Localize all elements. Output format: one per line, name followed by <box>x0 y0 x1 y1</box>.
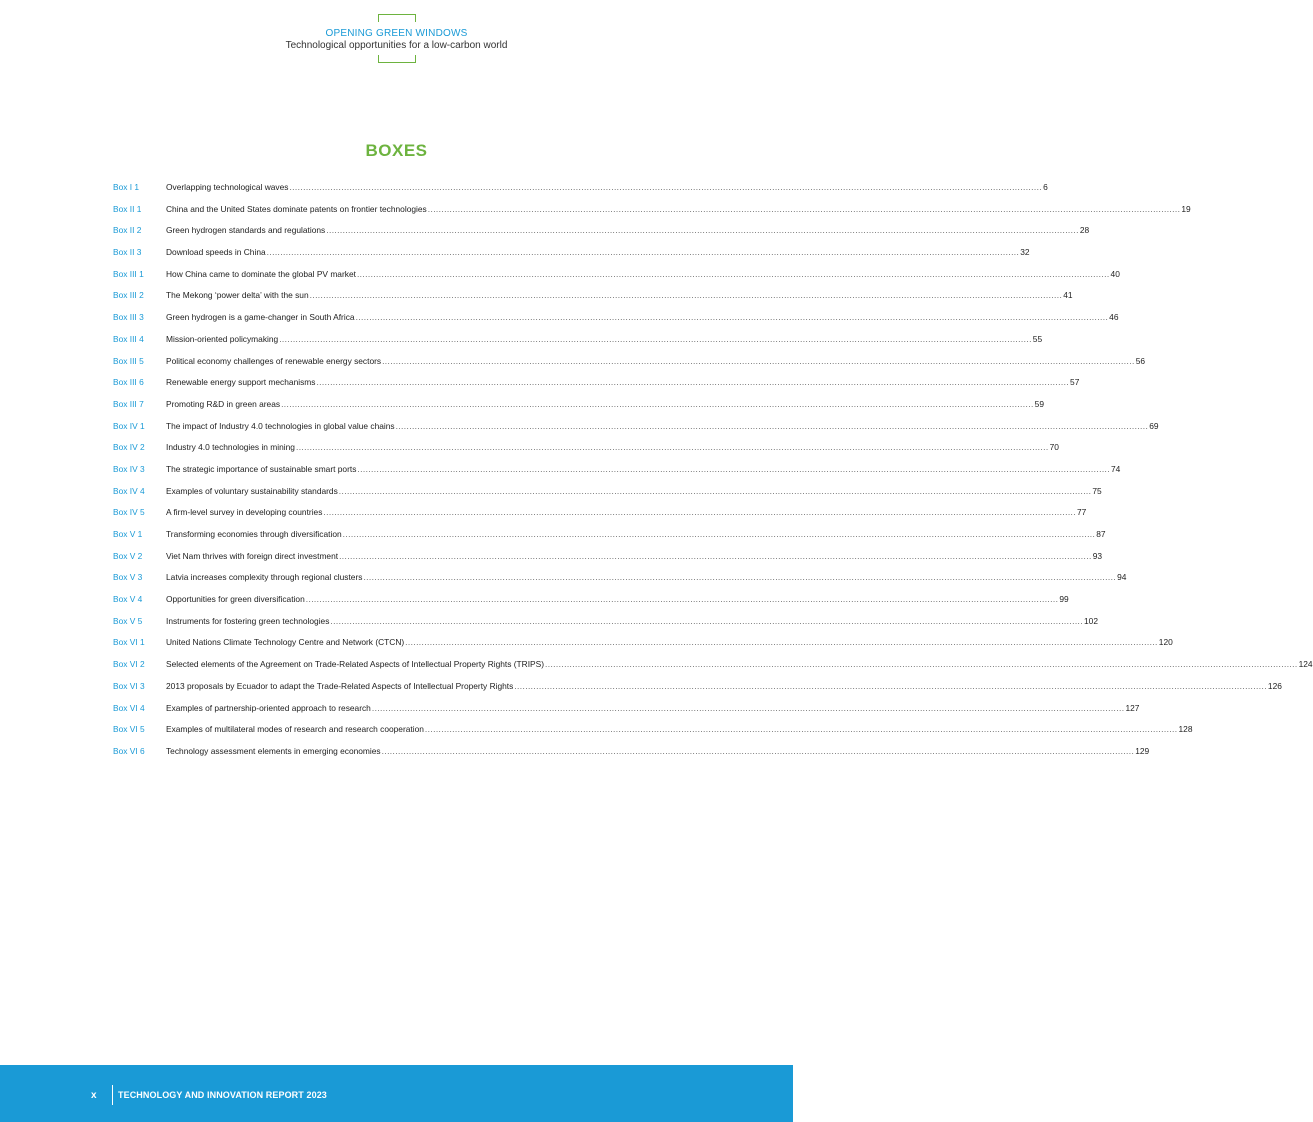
box-label: Box IV 4 <box>113 485 145 496</box>
box-label: Box I 1 <box>113 182 140 192</box>
box-title: Technology assessment elements in emerging economies <box>166 745 381 756</box>
box-label: Box II 3 <box>113 247 142 258</box>
dot-leader <box>339 551 1092 561</box>
box-page-number: 127 <box>1125 702 1140 713</box>
toc-row[interactable] <box>113 550 1103 573</box>
toc-row[interactable] <box>113 659 1313 681</box>
box-page-number: 87 <box>1096 529 1106 539</box>
toc-row[interactable] <box>113 637 1173 659</box>
box-page-number: 69 <box>1149 420 1159 431</box>
box-title: Examples of multilateral modes of research and research cooperation <box>166 724 424 735</box>
toc-row[interactable] <box>113 312 1119 334</box>
box-label: Box II 2 <box>113 225 142 236</box>
boxes-list <box>113 182 1313 768</box>
dot-leader <box>279 334 1032 344</box>
box-label: Box III 4 <box>113 333 144 344</box>
footer-year: 2023 <box>306 1090 327 1100</box>
dot-leader <box>339 486 1092 496</box>
dot-leader <box>428 204 1181 214</box>
header-subtitle: Technological opportunities for a low-carbon world <box>285 40 508 51</box>
dot-leader <box>357 464 1110 474</box>
box-page-number: 56 <box>1135 355 1146 366</box>
box-title: Overlapping technological waves <box>166 182 289 192</box>
box-page-number: 19 <box>1181 203 1191 214</box>
dot-leader <box>296 442 1049 452</box>
box-title: Selected elements of the Agreement on Trade-Related Aspects of Intellectual Property Rights (TRIPS) <box>166 659 544 670</box>
box-page-number: 46 <box>1109 312 1119 323</box>
dot-leader <box>323 507 1076 517</box>
box-title: Industry 4.0 technologies in mining <box>166 442 295 453</box>
box-page-number: 120 <box>1158 637 1173 648</box>
page-footer <box>0 1065 793 1122</box>
box-title: Viet Nam thrives with foreign direct investment <box>166 550 339 561</box>
box-page-number: 57 <box>1070 377 1080 388</box>
footer-report-name: TECHNOLOGY AND INNOVATION REPORT <box>118 1090 304 1100</box>
dot-leader <box>310 290 1063 300</box>
toc-row[interactable] <box>113 442 1059 464</box>
box-title: Green hydrogen standards and regulations <box>166 225 326 236</box>
toc-row[interactable] <box>113 615 1098 638</box>
toc-row[interactable] <box>113 702 1140 725</box>
toc-row[interactable] <box>113 377 1080 399</box>
box-title: How China came to dominate the global PV market <box>166 268 356 279</box>
toc-row[interactable] <box>113 398 1044 421</box>
dot-leader <box>316 377 1069 387</box>
box-page-number: 128 <box>1178 724 1193 735</box>
dot-leader <box>405 637 1158 647</box>
box-title: Promoting R&D in green areas <box>166 398 281 409</box>
dot-leader <box>396 421 1149 431</box>
toc-row[interactable] <box>113 355 1146 378</box>
box-title: Transforming economies through diversification <box>166 529 342 539</box>
toc-row[interactable] <box>113 333 1043 356</box>
box-label: Box VI 5 <box>113 724 145 735</box>
box-label: Box VI 4 <box>113 702 145 713</box>
toc-row[interactable] <box>113 420 1159 443</box>
box-label: Box III 7 <box>113 398 144 409</box>
footer-page-number: x <box>91 1090 97 1101</box>
box-page-number: 102 <box>1084 615 1098 626</box>
running-header <box>0 14 793 63</box>
box-title: The impact of Industry 4.0 technologies in global value chains <box>166 420 395 431</box>
dot-leader <box>425 724 1178 734</box>
box-page-number: 93 <box>1092 550 1103 561</box>
toc-row[interactable] <box>113 290 1073 312</box>
toc-row[interactable] <box>113 463 1121 486</box>
box-title: Instruments for fostering green technologies <box>166 615 330 626</box>
box-title: The strategic importance of sustainable smart ports <box>166 463 357 474</box>
box-page-number: 124 <box>1298 659 1313 670</box>
dot-leader <box>382 356 1135 366</box>
box-title: Political economy challenges of renewable energy sectors <box>166 355 382 366</box>
box-page-number: 40 <box>1110 268 1120 279</box>
toc-row[interactable] <box>113 507 1087 529</box>
box-title: The Mekong ‘power delta’ with the sun <box>166 290 309 301</box>
box-page-number: 41 <box>1063 290 1073 301</box>
toc-row[interactable] <box>113 594 1069 616</box>
dot-leader <box>363 572 1116 582</box>
box-page-number: 70 <box>1049 442 1059 453</box>
dot-leader <box>267 247 1020 257</box>
box-title: A firm-level survey in developing countries <box>166 507 323 518</box>
box-page-number: 59 <box>1034 398 1044 409</box>
toc-row[interactable] <box>113 203 1191 226</box>
box-label: Box III 3 <box>113 312 144 323</box>
box-label: Box III 2 <box>113 290 144 301</box>
box-title: Examples of voluntary sustainability standards <box>166 485 338 496</box>
box-label: Box IV 3 <box>113 463 145 474</box>
dot-leader <box>326 225 1079 235</box>
box-title: 2013 proposals by Ecuador to adapt the Trade-Related Aspects of Intellectual Property Rights <box>166 680 514 691</box>
box-label: Box V 5 <box>113 615 143 626</box>
toc-row[interactable] <box>113 529 1106 551</box>
box-page-number: 6 <box>1043 182 1048 192</box>
box-page-number: 77 <box>1077 507 1087 518</box>
box-page-number: 126 <box>1267 680 1282 691</box>
box-label: Box VI 1 <box>113 637 145 648</box>
footer-divider <box>112 1085 113 1105</box>
dot-leader <box>306 594 1059 604</box>
box-label: Box IV 2 <box>113 442 145 453</box>
toc-row[interactable] <box>113 572 1127 594</box>
toc-row[interactable] <box>113 745 1150 768</box>
box-label: Box II 1 <box>113 203 142 214</box>
box-page-number: 99 <box>1059 594 1069 605</box>
box-title: Download speeds in China <box>166 247 266 258</box>
toc-row[interactable] <box>113 225 1090 247</box>
box-label: Box III 6 <box>113 377 144 388</box>
header-title: OPENING GREEN WINDOWS <box>325 28 468 39</box>
dot-leader <box>281 399 1034 409</box>
box-page-number: 129 <box>1135 745 1150 756</box>
box-label: Box IV 1 <box>113 420 145 431</box>
box-title: China and the United States dominate patents on frontier technologies <box>166 203 427 214</box>
box-page-number: 28 <box>1079 225 1090 236</box>
dot-leader <box>514 681 1267 691</box>
box-label: Box IV 5 <box>113 507 145 518</box>
box-title: Renewable energy support mechanisms <box>166 377 316 388</box>
box-page-number: 74 <box>1111 463 1121 474</box>
box-page-number: 55 <box>1032 333 1043 344</box>
box-title: Opportunities for green diversification <box>166 594 305 605</box>
dot-leader <box>289 182 1042 192</box>
toc-row[interactable] <box>113 724 1193 746</box>
footer-report-title <box>118 1090 327 1100</box>
box-title: Green hydrogen is a game-changer in South Africa <box>166 312 355 323</box>
dot-leader <box>356 312 1109 322</box>
header-bracket-top <box>378 14 416 22</box>
dot-leader <box>357 269 1110 279</box>
toc-row[interactable] <box>113 680 1282 703</box>
box-label: Box III 1 <box>113 268 144 279</box>
box-title: Mission-oriented policymaking <box>166 333 279 344</box>
toc-row[interactable] <box>113 182 1048 204</box>
box-label: Box V 2 <box>113 550 143 561</box>
box-label: Box VI 6 <box>113 745 145 756</box>
toc-row[interactable] <box>113 247 1030 269</box>
box-label: Box III 5 <box>113 355 144 366</box>
box-page-number: 32 <box>1020 247 1030 258</box>
box-label: Box V 4 <box>113 594 143 605</box>
dot-leader <box>372 703 1125 713</box>
box-label: Box V 3 <box>113 572 143 583</box>
dot-leader <box>545 659 1298 669</box>
box-label: Box V 1 <box>113 529 143 539</box>
dot-leader <box>330 616 1083 626</box>
box-page-number: 94 <box>1117 572 1127 583</box>
box-label: Box VI 3 <box>113 680 145 691</box>
box-title: Latvia increases complexity through regional clusters <box>166 572 363 583</box>
box-title: United Nations Climate Technology Centre and Network (CTCN) <box>166 637 405 648</box>
box-page-number: 75 <box>1092 485 1102 496</box>
box-title: Examples of partnership-oriented approach to research <box>166 702 371 713</box>
header-bracket-bottom <box>378 55 416 63</box>
dot-leader <box>382 746 1135 756</box>
toc-row[interactable] <box>113 485 1102 508</box>
box-label: Box VI 2 <box>113 659 145 670</box>
section-title: BOXES <box>365 141 428 160</box>
toc-row[interactable] <box>113 268 1120 291</box>
dot-leader <box>343 529 1096 539</box>
